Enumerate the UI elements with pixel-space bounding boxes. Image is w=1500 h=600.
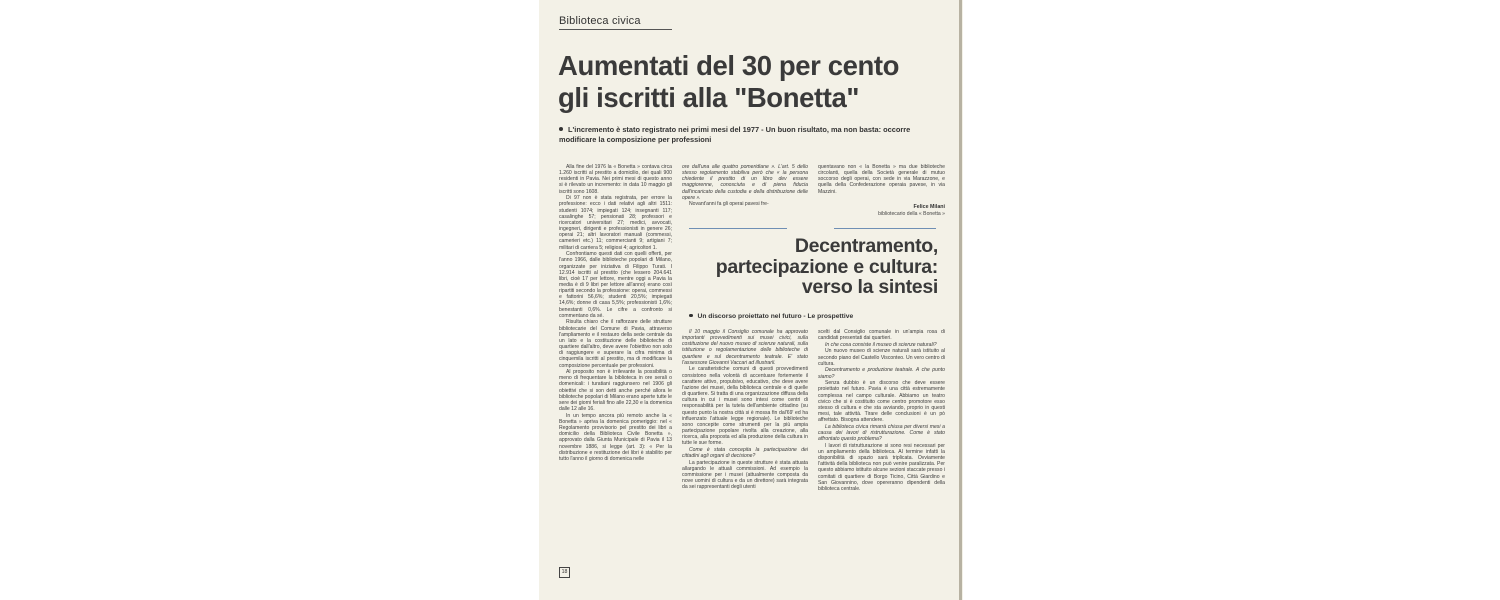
signature-name: Felice Milani <box>913 204 945 210</box>
paragraph: Di 97 non è stata registrata, per errore la professione: ecco i dati relativi agli altri 1511: studenti 1074; impiegati 124; insegnanti 117; casalinghe 57; pensionati 28; professori e ricercatori universitari 27; medici, avvocati, ingegneri, dirigenti e professionisti in genere 26; operai 21; altri lavoratori manuali (commessi, camerieri etc.) 11; commercianti 9; artigiani 7; militari di carriera 5; religiosi 4; agricoltori 1. <box>559 195 672 251</box>
paragraph: Come è stata concepita la partecipazione dei cittadini agli organi di decisione? <box>682 446 808 460</box>
article2-title-line-1: Decentramento, <box>794 235 938 257</box>
paragraph: In che cosa consiste il museo di scienze naturali? <box>825 341 937 348</box>
paragraph: quentavano non « la Bonetta » ma due biblioteche circolanti, quella della Società generale di mutuo soccorso degli operai, con sede in via Marazzone, e quella della Confederazione operaia pavese, in via Mazzini. <box>818 164 945 194</box>
article2-subhead <box>689 313 939 320</box>
paragraph: I lavori di ristrutturazione si sono resi necessari per un ampliamento della biblioteca. Al termine infatti la disponibilità di spazio sarà triplicata. Ovviamente l'attività della biblioteca non può venire paralizzata. Per questo abbiamo istituito alcune sezioni staccate presso i comitati di quartiere di Borgo Ticino, Città Giardino e San Giovannino, dove opereranno dipendenti della biblioteca centrale. <box>818 442 945 492</box>
signature-role: bibliotecario della « Bonetta » <box>878 211 945 217</box>
article2-title-line-3: verso la sintesi <box>801 276 938 299</box>
article-column-3 <box>818 164 945 194</box>
paragraph: Al proposito non è irrilevante la possibilità o meno di frequentare la biblioteca in ore serali o domenicali: i turatiani raggiunsero nel 1906 gli obiettivi che si son detti anche perché allora le biblioteche popolari di Milano erano aperte tutte le sere dei giorni feriali fino alle 22,30 e la domenica dalle 12 alle 16. <box>559 369 672 413</box>
paragraph: Le caratteristiche comuni di questi provvedimenti consistono nella volontà di accentuare fortemente il carattere attivo, propulsivo, educativo, che deve avere l'azione dei musei, della biblioteca centrale e di quelle di quartiere. Si tratta di una organizzazione diffusa della cultura in cui i musei sono intesi come centri di responsabilità per la tutela dell'ambiente cittadino (su questo punto la nostra città si è mossa fin dal'69' ed ha influenzato l'attuale legge regionale). Le biblioteche sono concepite come strumenti per la più ampia partecipazione popolare rivolta alla creazione, alla ricerca, alla proposta ed alla produzione della cultura in tutte le sue forme. <box>682 366 808 447</box>
divider-rule <box>689 228 787 229</box>
section-underline <box>559 29 672 30</box>
bullet-icon <box>559 127 563 131</box>
paragraph: In un tempo ancora più remoto anche la « Bonetta » apriva la domenica pomeriggio: nel « Regolamento provvisorio pel prestito dei libri a domicilio della Biblioteca Civile Bonetta », approvato dalla Giunta Municipale di Pavia il 13 novembre 1886, si legge (art. 3): « Per la distribuzione e restituzione dei libri è stabilito per tutto l'anno il giorno di domenica nelle <box>559 412 672 462</box>
paragraph: Decentramento e produzione teatrale. A che punto siamo? <box>818 367 945 380</box>
article2-title-line-2: partecipazione e cultura: <box>715 255 938 278</box>
paragraph: Senza dubbio è un discorso che deve essere proiettato nel futuro. Pavia è una città estremamente complessa nel campo culturale. Abbiamo un teatro civico che si è costituito come centro promotore esso stesso di cultura e che sta avviando, proprio in questi mesi, tale attività. Tirare delle conclusioni è un pò affrettato. Bisogna attendere. <box>818 380 945 424</box>
paragraph: ore dall'una alle quattro pomeridiane ». L'art. 5 dello stesso regolamento stabiliva però che « la persona chiedente il prestito di un libro dev essere maggiorenne, conosciuta e di piena fiducia dall'incaricato della custodia e della distribuzione delle opere ». <box>682 164 808 201</box>
article-column-2 <box>682 164 808 220</box>
article-column-1 <box>559 164 672 560</box>
page-edge-shadow <box>959 0 962 600</box>
article-title <box>558 50 958 114</box>
paragraph: La partecipazione in queste strutture è stata attuata allargando le attuali commissioni. Ad esempio la commissione per i musei (attualmente composta da nove uomini di cultura e da un direttore) sarà integrata da sei rappresentanti degli utenti <box>682 459 808 491</box>
article-subhead <box>559 125 949 144</box>
article2-column-2 <box>818 329 945 561</box>
bullet-icon <box>689 314 693 318</box>
article2-column-1 <box>682 329 808 561</box>
page-number: 18 <box>559 567 570 578</box>
magazine-page <box>539 0 963 600</box>
article2-title <box>682 236 938 298</box>
article2-subhead-text: Un discorso proiettato nel futuro - Le prospettive <box>697 313 854 320</box>
divider-rule <box>834 228 936 229</box>
paragraph: Novant'anni fa gli operai pavesi fre- <box>689 201 769 208</box>
paragraph: Il 10 maggio il Consiglio comunale ha approvato importanti provvedimenti sui musei civici, sulla costituzione del nuovo museo di scienze naturali, sulla istituzione o regolamentazione delle biblioteche di quartiere e sul decentramento teatrale. E' stato l'assessore Giovanni Vaccari ad illustrarli. <box>682 329 808 366</box>
paragraph: Un nuovo museo di scienze naturali sarà istituito al secondo piano del Castello Visconteo. Un vero centro di cultura. <box>818 348 945 367</box>
paragraph: Alla fine del 1976 la « Bonetta » contava circa 1.260 iscritti al prestito a domicilio, dei quali 900 residenti in Pavia. Nei primi mesi di questo anno si è rilevato un incremento: in data 10 maggio gli iscritti sono 1608. <box>559 164 672 195</box>
section-label: Biblioteca civica <box>559 15 641 27</box>
article-title-line-2: gli iscritti alla "Bonetta" <box>558 82 860 113</box>
paragraph: Risulta chiaro che il rafforzare delle strutture bibliotecarie del Comune di Pavia, attraverso l'ampliamento e il restauro della sede centrale da un lato e la costituzione delle biblioteche di quartiere dall'altro, deve avere l'obiettivo non solo di raggiungere e superare la cifra minima di cinquemila iscritti al prestito, ma di modificare la composizione percentuale per professioni. <box>559 319 672 369</box>
paragraph: scelti dal Consiglio comunale in un'ampia rosa di candidati presentati dai quartieri. <box>818 329 945 342</box>
paragraph: La biblioteca civica rimarrà chiusa per diversi mesi a causa dei lavori di ristrutturazione. Come è stato affrontato questo problema? <box>818 423 945 443</box>
paragraph: Confrontiamo questi dati con quelli offerti, per l'anno 1966, dalle biblioteche popolari di Milano, organizzate per iniziativa di Filippo Turati. I 12.914 iscritti al prestito (che lessero 204.641 libri, cioè 17 per lettore, mentre oggi a Pavia la media è di 9 libri per lettore all'anno) erano così ripartiti secondo la professione: operai, commessi e fattorini 56,6%; studenti 20,5%; impiegati 14,6%; donne di casa 5,5%; professionisti 1,6%; benestanti 0,6%. Le cifre a confronto si commentano da sé. <box>559 251 672 319</box>
article-title-line-1: Aumentati del 30 per cento <box>558 50 900 81</box>
article-subhead-text: L'incremento è stato registrato nei primi mesi del 1977 - Un buon risultato, ma non basta: occorre modificare la composizione per professioni <box>559 125 911 144</box>
